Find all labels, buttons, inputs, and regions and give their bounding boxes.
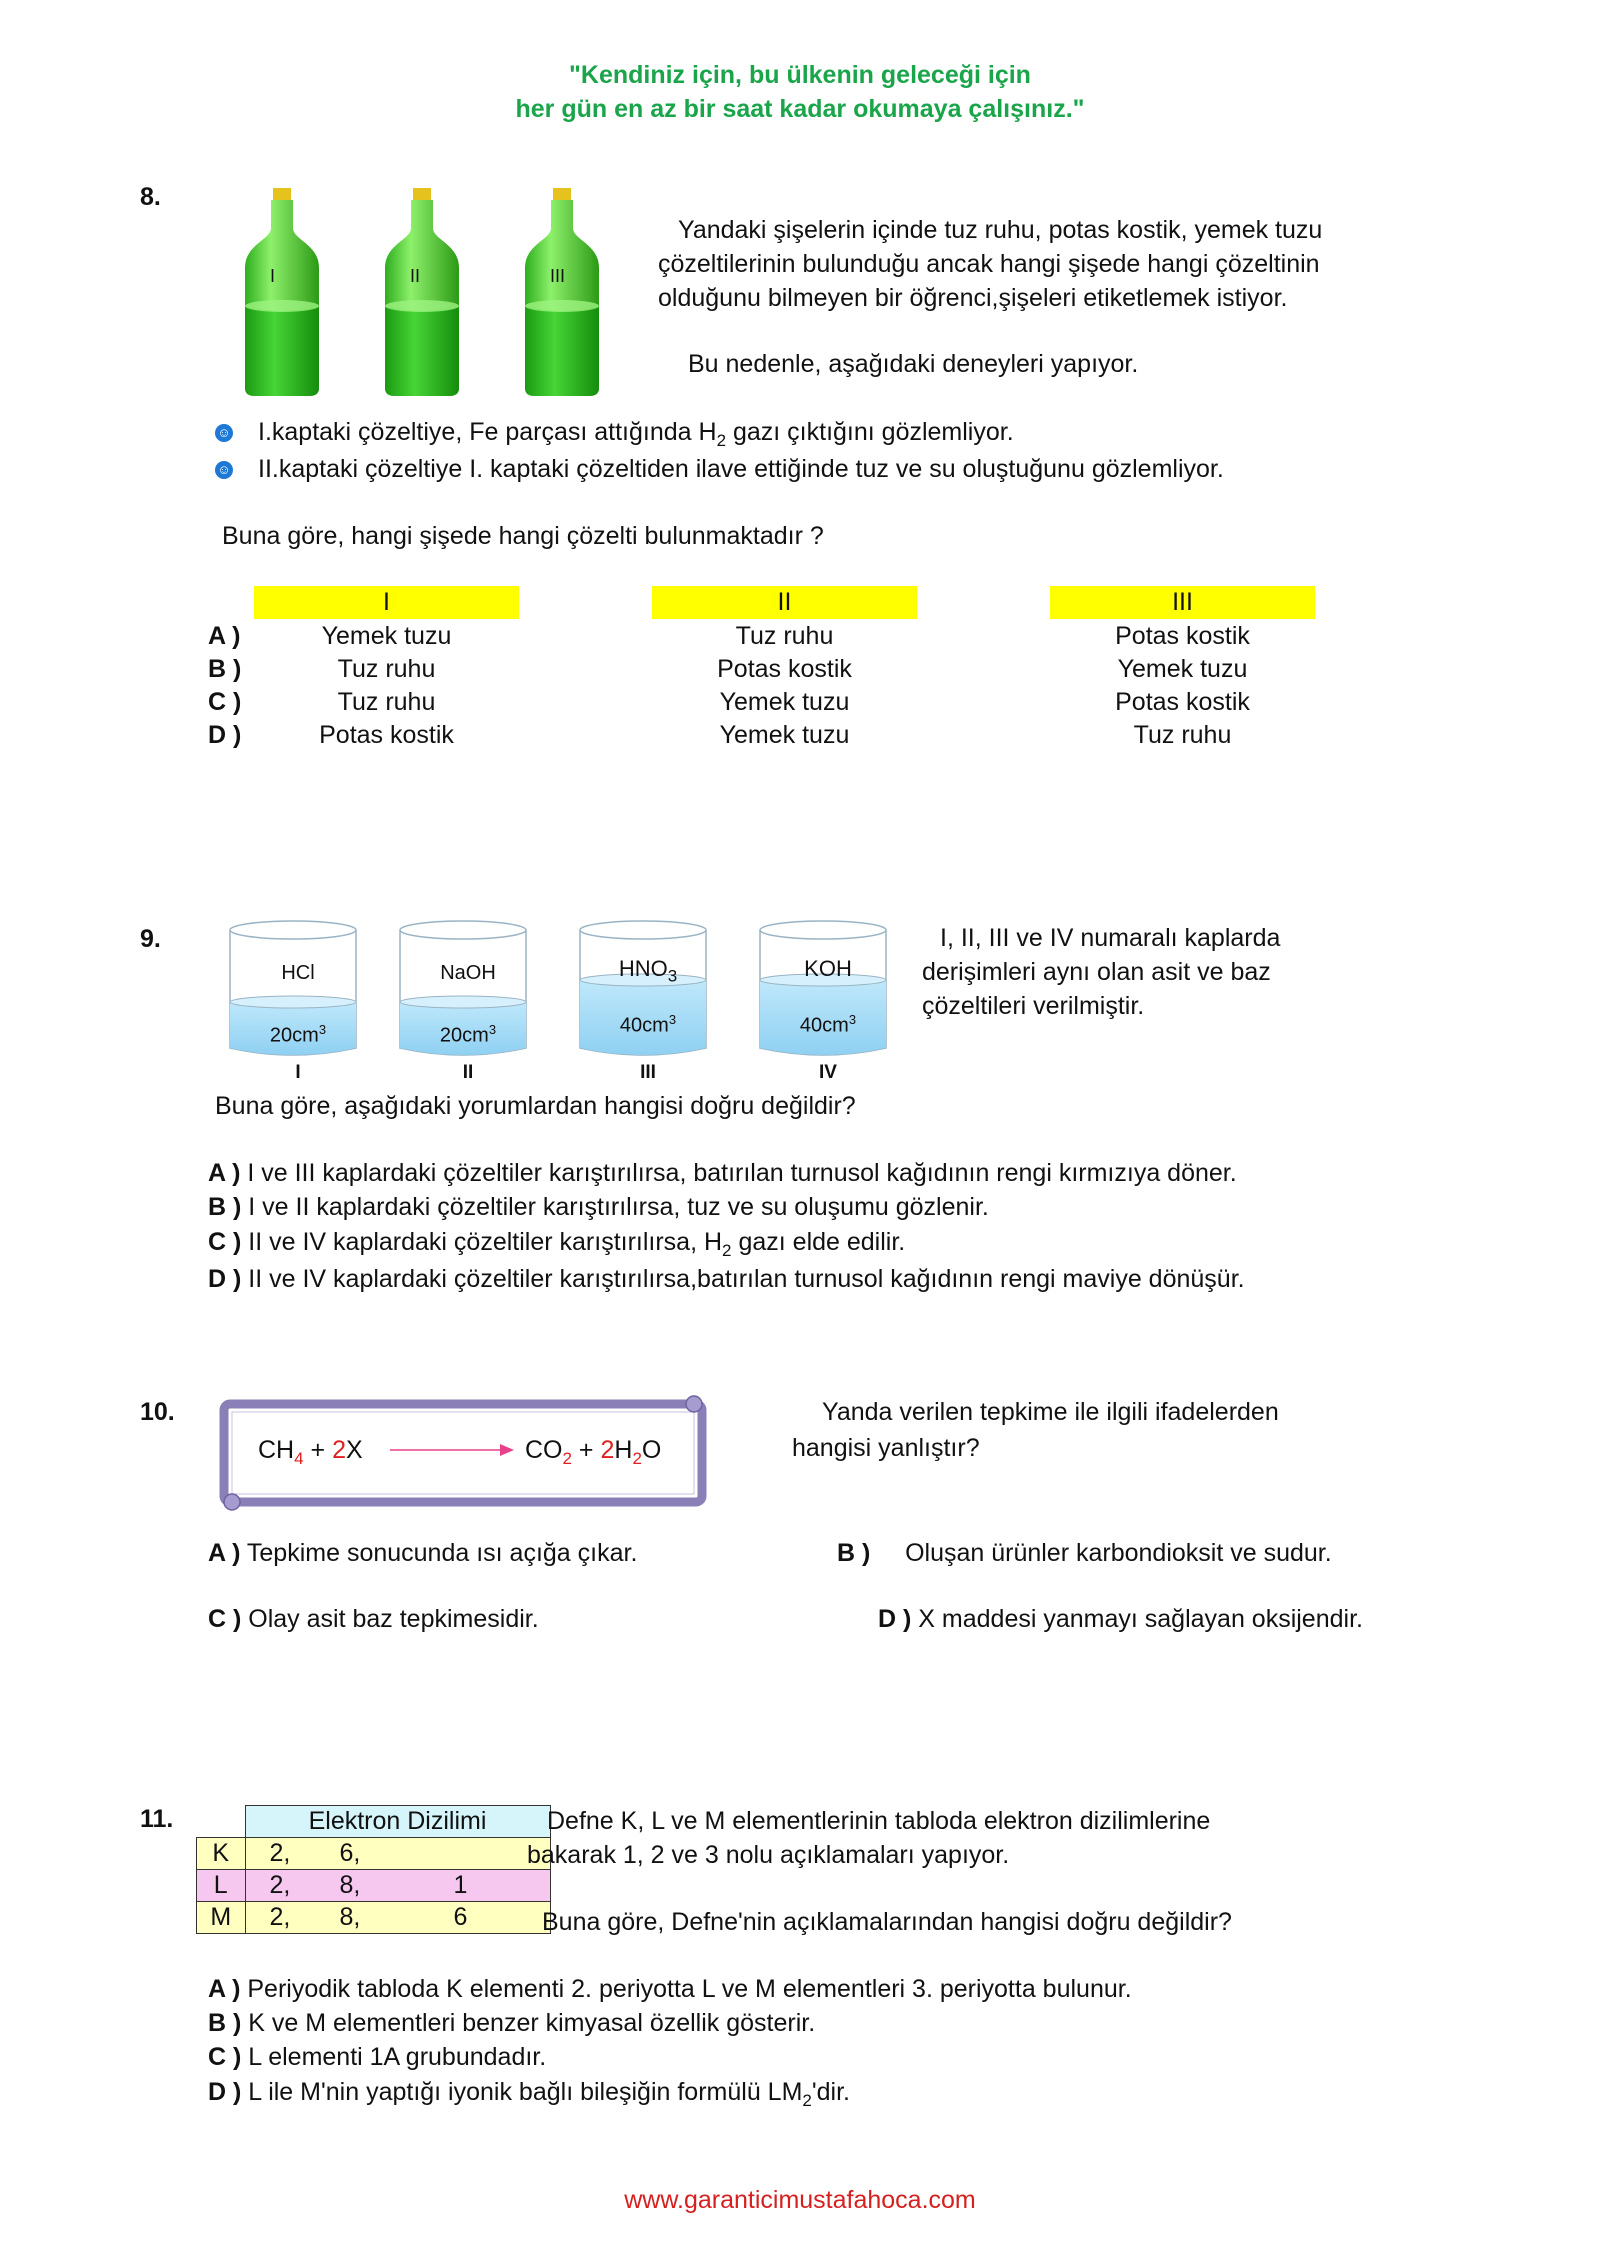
beaker-2-label: II — [462, 1062, 474, 1083]
question-8-number: 8. — [140, 183, 161, 211]
q8-header-col-3: III — [1050, 586, 1315, 619]
reaction-reactants: $CH_4 + 2X$ — [258, 1436, 363, 1468]
beaker-4-name: KOH — [804, 956, 852, 981]
q10-option-a[interactable]: A ) Tepkime sonucunda ısı açığa çıkar. — [208, 1539, 638, 1567]
q11-option-b[interactable]: B ) K ve M elementleri benzer kimyasal özellik gösterir. — [208, 2009, 816, 2037]
bottle-label-2: II — [410, 266, 421, 286]
q8-intro-line-1: Yandaki şişelerin içinde tuz ruhu, potas kostik, yemek tuzu — [678, 216, 1323, 244]
q8-option-c-col-1: Tuz ruhu — [337, 688, 436, 716]
q8-option-b-col-2: Potas kostik — [717, 655, 852, 683]
q11-option-a[interactable]: A ) Periyodik tabloda K elementi 2. periyotta L ve M elementleri 3. periyotta bulunur. — [208, 1975, 1132, 2003]
bottle-label-3: III — [550, 266, 566, 286]
q10-intro-line-2: hangisi yanlıştır? — [792, 1434, 980, 1462]
q9-option-d[interactable]: D ) II ve IV kaplardaki çözeltiler karıştırılırsa,batırılan turnusol kağıdının rengi maviye dönüşür. — [208, 1265, 1245, 1293]
q8-option-a-col-1: Yemek tuzu — [321, 622, 452, 650]
table-header-row — [197, 1806, 551, 1838]
q8-option-d-col-2: Yemek tuzu — [719, 721, 850, 749]
q8-option-b-col-3: Yemek tuzu — [1117, 655, 1248, 683]
question-11-number: 11. — [140, 1805, 174, 1833]
beaker-1-name: HCl — [281, 962, 315, 984]
q10-option-b[interactable]: B ) Oluşan ürünler karbondioksit ve sudur. — [837, 1539, 1332, 1567]
q8-option-b-label[interactable]: B ) — [208, 655, 242, 683]
q9-option-a[interactable]: A ) I ve III kaplardaki çözeltiler karıştırılırsa, batırılan turnusol kağıdının rengi kırmızıya döner. — [208, 1159, 1237, 1187]
q9-intro-line-3: çözeltileri verilmiştir. — [922, 992, 1145, 1020]
q11-option-d[interactable]: D ) L ile M'nin yaptığı iyonik bağlı bileşiğin formülü $LM_2'dir$. — [208, 2078, 850, 2110]
q8-header-col-1: I — [254, 586, 519, 619]
table-row: L 2, 8, 1 — [197, 1870, 551, 1902]
beaker-3-volume: $40cm^3$ — [619, 1012, 677, 1037]
q8-option-a-col-2: Tuz ruhu — [735, 622, 834, 650]
reaction-products: $CO_2 + 2H_2O$ — [525, 1436, 662, 1468]
question-9-number: 9. — [140, 925, 161, 953]
q11-intro-line-2: bakarak 1, 2 ve 3 nolu açıklamaları yapıyor. — [527, 1841, 1010, 1869]
reaction-arrow-icon — [388, 1440, 518, 1460]
beaker-1-volume: $20cm^3$ — [269, 1022, 327, 1047]
q8-option-b-col-1: Tuz ruhu — [337, 655, 436, 683]
motto-line-2: her gün en az bir saat kadar okumaya çalışınız." — [515, 95, 1085, 123]
q8-option-c-col-3: Potas kostik — [1115, 688, 1250, 716]
q9-intro-line-1: I, II, III ve IV numaralı kaplarda — [940, 924, 1281, 952]
q8-question: Buna göre, hangi şişede hangi çözelti bulunmaktadır ? — [222, 522, 824, 550]
q8-option-c-col-2: Yemek tuzu — [719, 688, 850, 716]
beaker-2-volume: $20cm^3$ — [439, 1022, 497, 1047]
bottle-1 — [245, 188, 319, 396]
smiley-bullet-icon: ☺ — [215, 424, 233, 442]
q8-intro-line-3: olduğunu bilmeyen bir öğrenci,şişeleri etiketlemek istiyor. — [658, 284, 1288, 312]
bottle-label-1: I — [270, 266, 276, 286]
electron-configuration-table — [196, 1805, 551, 1934]
q8-header-col-2: II — [652, 586, 917, 619]
q9-question: Buna göre, aşağıdaki yorumlardan hangisi doğru değildir? — [215, 1092, 856, 1120]
table-row: M 2, 8, 6 — [197, 1902, 551, 1934]
bottles-illustration — [235, 188, 675, 398]
q8-observation-1: I.kaptaki çözeltiye, Fe parçası attığında $H_2$ gazı çıktığını gözlemliyor. — [258, 418, 1014, 450]
q8-option-a-col-3: Potas kostik — [1115, 622, 1250, 650]
q11-question: Buna göre, Defne'nin açıklamalarından hangisi doğru değildir? — [542, 1908, 1232, 1936]
footer-website-link[interactable]: www.garanticimustafahoca.com — [624, 2186, 976, 2214]
q8-option-c-label[interactable]: C ) — [208, 688, 242, 716]
q10-intro-line-1: Yanda verilen tepkime ile ilgili ifadelerden — [822, 1398, 1279, 1426]
beaker-4-volume: $40cm^3$ — [799, 1012, 857, 1037]
q8-option-d-col-3: Tuz ruhu — [1133, 721, 1232, 749]
q10-option-d[interactable]: D ) X maddesi yanmayı sağlayan oksijendir. — [878, 1605, 1363, 1633]
q9-option-b[interactable]: B ) I ve II kaplardaki çözeltiler karıştırılırsa, tuz ve su oluşumu gözlenir. — [208, 1193, 989, 1221]
smiley-bullet-icon: ☺ — [215, 461, 233, 479]
q8-option-d-col-1: Potas kostik — [319, 721, 454, 749]
q10-option-c[interactable]: C ) Olay asit baz tepkimesidir. — [208, 1605, 539, 1633]
table-row: K 2, 6, — [197, 1838, 551, 1870]
question-10-number: 10. — [140, 1398, 175, 1426]
q11-option-c[interactable]: C ) L elementi 1A grubundadır. — [208, 2043, 547, 2071]
q9-intro-line-2: derişimleri aynı olan asit ve baz — [922, 958, 1271, 986]
q8-intro-line-4: Bu nedenle, aşağıdaki deneyleri yapıyor. — [688, 350, 1139, 378]
q8-option-d-label[interactable]: D ) — [208, 721, 242, 749]
q8-observation-2: II.kaptaki çözeltiye I. kaptaki çözeltiden ilave ettiğinde tuz ve su oluştuğunu gözlemliyor. — [258, 455, 1224, 483]
q8-intro-line-2: çözeltilerinin bulunduğu ancak hangi şişede hangi çözeltinin — [658, 250, 1320, 278]
beaker-4-label: IV — [819, 1062, 837, 1083]
table-header: Elektron Dizilimi — [245, 1806, 550, 1838]
q11-intro-line-1: Defne K, L ve M elementlerinin tabloda elektron dizilimlerine — [547, 1807, 1211, 1835]
bottle-3 — [525, 188, 599, 396]
motto-line-1: "Kendiniz için, bu ülkenin geleceği için — [569, 61, 1031, 89]
q8-option-a-label[interactable]: A ) — [208, 622, 241, 650]
bottle-2 — [385, 188, 459, 396]
beaker-1-label: I — [295, 1062, 301, 1083]
q9-option-c[interactable]: C ) II ve IV kaplardaki çözeltiler karıştırılırsa, $H_2$ gazı elde edilir. — [208, 1228, 906, 1260]
beaker-3-label: III — [640, 1062, 656, 1083]
beaker-2-name: NaOH — [440, 962, 496, 984]
beaker-3-name: $HNO_3$ — [618, 956, 678, 986]
